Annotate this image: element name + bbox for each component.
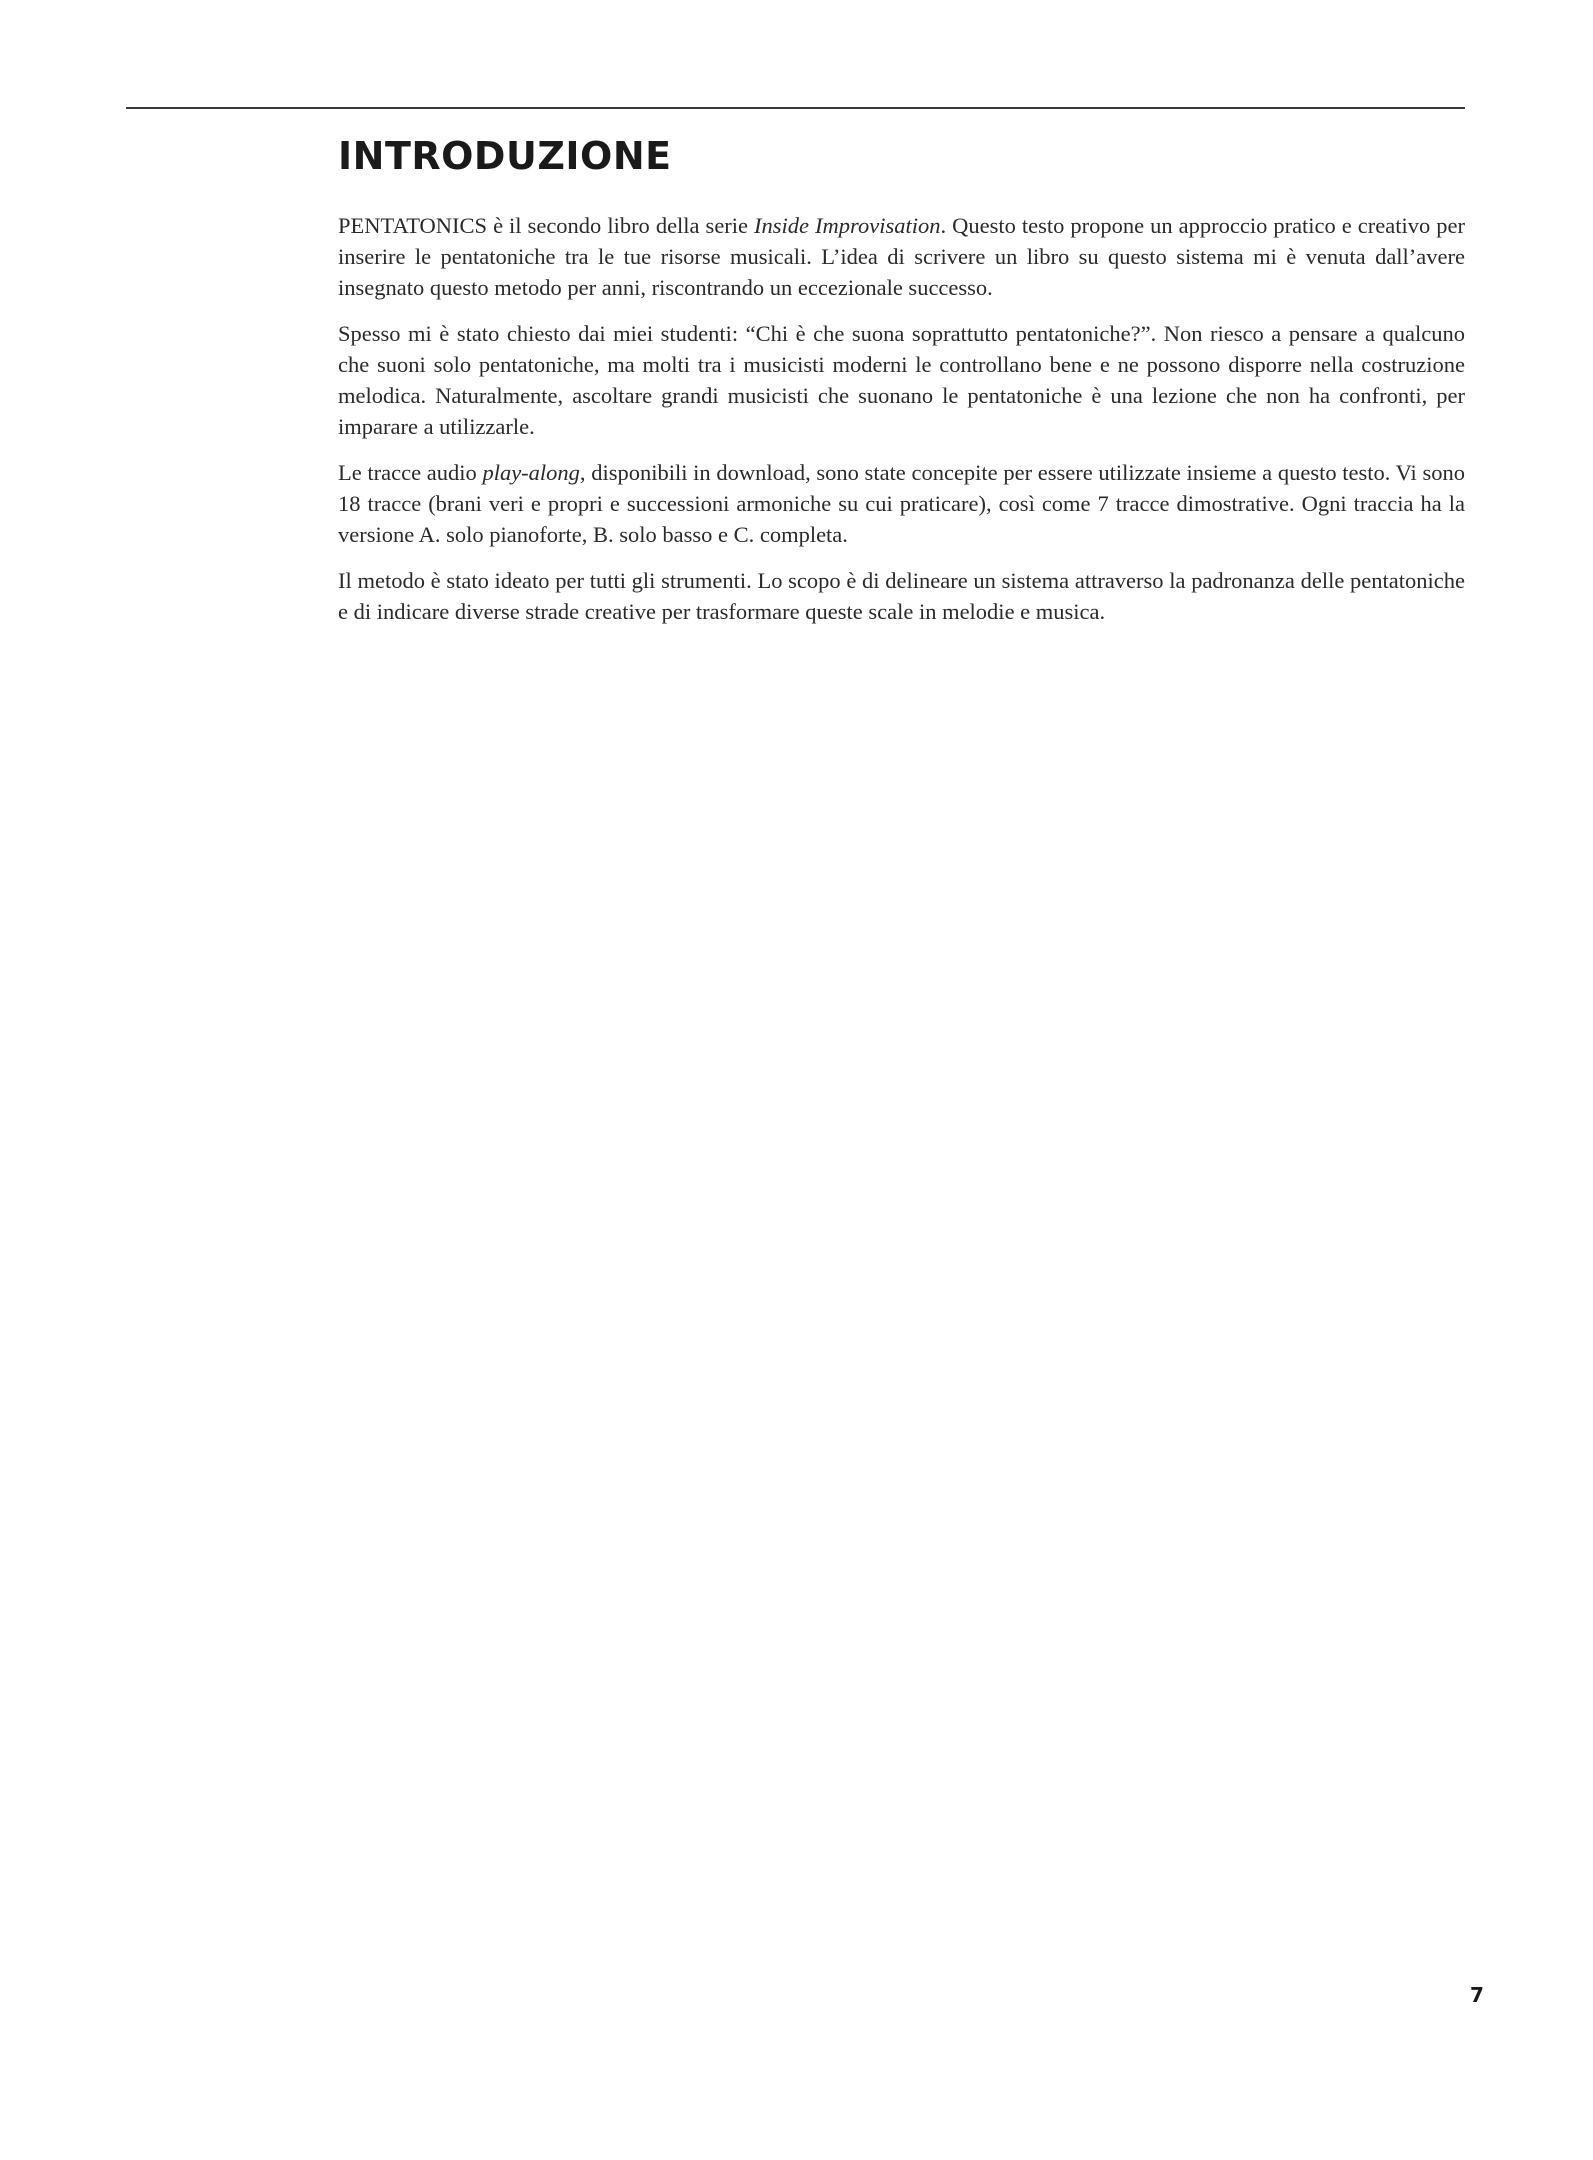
header-rule — [126, 107, 1465, 109]
paragraph-1-text-start: PENTATONICS è il secondo libro della serie — [338, 213, 755, 238]
paragraph-4: Il metodo è stato ideato per tutti gli strumenti. Lo scopo è di delineare un sistema attraverso la padronanza delle pentatoniche e di indicare diverse strade creative per trasformare queste scale in melodie e musica. — [338, 568, 1465, 624]
paragraph-3-text-end: , disponibili in download, sono state concepite per essere utilizzate insieme a questo testo. Vi sono 18 tracce (brani veri e propri e successioni armoniche su cui praticare), così come 7 tracce dimostrative. Ogni traccia ha la versione A. solo pianoforte, B. solo basso e C. completa. — [338, 460, 1465, 547]
body-text — [338, 210, 1465, 642]
page-number: 7 — [1470, 1983, 1484, 2007]
paragraph-1-text-end: . Questo testo propone un approccio pratico e creativo per inserire le pentatoniche tra le tue risorse musicali. L’idea di scrivere un libro su questo sistema mi è venuta dall’avere insegnato questo metodo per anni, riscontrando un eccezionale successo. — [338, 213, 1466, 300]
paragraph-3 — [338, 457, 1465, 550]
paragraph-2: Spesso mi è stato chiesto dai miei studenti: “Chi è che suona soprattutto pentatoniche?”. Non riesco a pensare a qualcuno che suoni solo pentatoniche, ma molti tra i musicisti moderni le controllano bene e ne possono disporre nella costruzione melodica. Naturalmente, ascoltare grandi musicisti che suonano le pentatoniche è una lezione che non ha confronti, per imparare a utilizzarle. — [338, 321, 1465, 439]
page-heading: INTRODUZIONE — [338, 134, 672, 178]
play-along-term: play-along — [482, 460, 580, 485]
series-title: Inside Improvisation — [754, 213, 941, 238]
paragraph-3-text-start: Le tracce audio — [338, 460, 483, 485]
paragraph-1 — [338, 210, 1465, 303]
